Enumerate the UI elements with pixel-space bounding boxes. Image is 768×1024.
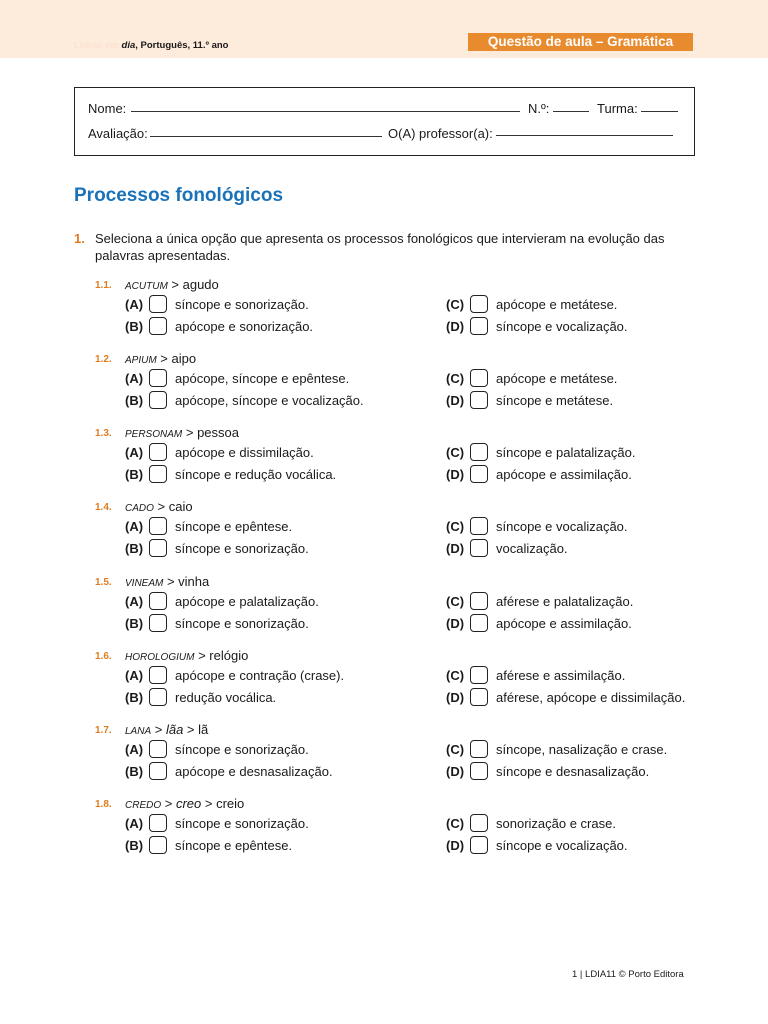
- option-label: (A): [125, 297, 144, 312]
- evolution-arrow: >: [161, 796, 176, 811]
- option-checkbox[interactable]: [149, 740, 167, 758]
- option-checkbox[interactable]: [470, 391, 488, 409]
- latin-word: CREDO: [125, 800, 162, 811]
- avaliacao-field[interactable]: [150, 136, 382, 137]
- modern-word: agudo: [182, 277, 219, 292]
- option-text: apócope e metátese.: [496, 371, 618, 386]
- question-item: [0, 724, 768, 792]
- modern-word: creio: [216, 796, 245, 811]
- option-label: (D): [446, 467, 465, 482]
- turma-field[interactable]: [641, 111, 678, 112]
- option-label: (A): [125, 594, 144, 609]
- brand-rest: , Português, 11.º ano: [135, 40, 229, 51]
- question-item: [0, 501, 768, 569]
- item-number: 1.1.: [95, 280, 112, 291]
- word-evolution: [125, 425, 239, 440]
- word-evolution: [125, 648, 248, 663]
- modern-word: relógio: [209, 648, 249, 663]
- option-label: (B): [125, 764, 144, 779]
- page-title: Processos fonológicos: [74, 185, 284, 206]
- option-checkbox[interactable]: [470, 688, 488, 706]
- modern-word: lã: [198, 722, 209, 737]
- option-text: vocalização.: [496, 541, 568, 556]
- latin-word: ACUTUM: [125, 281, 168, 292]
- option-checkbox[interactable]: [149, 614, 167, 632]
- option-label: (C): [446, 742, 465, 757]
- option-checkbox[interactable]: [149, 391, 167, 409]
- latin-word: VINEAM: [125, 578, 164, 589]
- question-number: 1.: [74, 231, 85, 246]
- option-text: apócope e desnasalização.: [175, 764, 333, 779]
- option-label: (C): [446, 371, 465, 386]
- option-text: síncope e sonorização.: [175, 541, 309, 556]
- evolution-arrow: >: [151, 722, 166, 737]
- option-text: apócope, síncope e epêntese.: [175, 371, 350, 386]
- option-checkbox[interactable]: [149, 465, 167, 483]
- option-text: apócope, síncope e vocalização.: [175, 393, 364, 408]
- numero-label: N.º:: [528, 101, 550, 116]
- option-checkbox[interactable]: [470, 614, 488, 632]
- option-text: apócope e sonorização.: [175, 319, 314, 334]
- option-label: (A): [125, 668, 144, 683]
- item-number: 1.7.: [95, 725, 112, 736]
- option-text: redução vocálica.: [175, 690, 277, 705]
- option-label: (D): [446, 393, 465, 408]
- nome-label: Nome:: [88, 101, 127, 116]
- option-checkbox[interactable]: [470, 666, 488, 684]
- modern-word: caio: [168, 499, 193, 514]
- option-label: (C): [446, 594, 465, 609]
- option-label: (D): [446, 838, 465, 853]
- option-checkbox[interactable]: [470, 369, 488, 387]
- option-label: (B): [125, 393, 144, 408]
- option-checkbox[interactable]: [470, 517, 488, 535]
- modern-word: aipo: [171, 351, 197, 366]
- latin-word: APIUM: [125, 355, 157, 366]
- option-label: (A): [125, 816, 144, 831]
- professor-label: O(A) professor(a):: [388, 126, 493, 141]
- word-evolution: [125, 499, 193, 514]
- option-label: (B): [125, 690, 144, 705]
- option-checkbox[interactable]: [149, 295, 167, 313]
- option-text: apócope e dissimilação.: [175, 445, 314, 460]
- evolution-arrow: >: [194, 648, 210, 663]
- evolution-arrow: >: [163, 574, 179, 589]
- option-text: síncope e sonorização.: [175, 616, 309, 631]
- option-text: síncope e metátese.: [496, 393, 614, 408]
- option-checkbox[interactable]: [149, 443, 167, 461]
- numero-field[interactable]: [553, 111, 589, 112]
- professor-field[interactable]: [496, 135, 673, 136]
- option-text: sonorização e crase.: [496, 816, 616, 831]
- item-number: 1.3.: [95, 428, 112, 439]
- option-checkbox[interactable]: [470, 295, 488, 313]
- option-text: síncope e sonorização.: [175, 816, 309, 831]
- item-number: 1.2.: [95, 354, 112, 365]
- option-checkbox[interactable]: [470, 814, 488, 832]
- option-label: (A): [125, 371, 144, 386]
- brand-line: [74, 40, 228, 51]
- option-text: síncope e vocalização.: [496, 838, 628, 853]
- option-checkbox[interactable]: [470, 465, 488, 483]
- option-checkbox[interactable]: [470, 317, 488, 335]
- evolution-arrow: >: [201, 796, 217, 811]
- word-evolution: [125, 351, 196, 366]
- intermediate-word: creo: [175, 796, 202, 811]
- brand-dia: dia: [121, 40, 136, 51]
- option-text: apócope e assimilação.: [496, 616, 632, 631]
- option-label: (B): [125, 616, 144, 631]
- option-text: apócope e metátese.: [496, 297, 618, 312]
- option-text: síncope e sonorização.: [175, 742, 309, 757]
- page-footer: 1 | LDIA11 © Porto Editora: [572, 969, 684, 980]
- modern-word: pessoa: [197, 425, 239, 440]
- option-label: (D): [446, 541, 465, 556]
- option-text: apócope e contração (crase).: [175, 668, 345, 683]
- option-text: apócope e palatalização.: [175, 594, 319, 609]
- option-checkbox[interactable]: [470, 836, 488, 854]
- option-text: síncope e sonorização.: [175, 297, 309, 312]
- option-label: (A): [125, 445, 144, 460]
- option-label: (B): [125, 467, 144, 482]
- word-evolution: [125, 574, 209, 589]
- latin-word: HOROLOGIUM: [125, 652, 195, 663]
- question-item: [0, 353, 768, 421]
- option-label: (C): [446, 816, 465, 831]
- word-evolution: [125, 277, 219, 292]
- option-label: (C): [446, 668, 465, 683]
- evolution-arrow: >: [167, 277, 183, 292]
- option-checkbox[interactable]: [470, 443, 488, 461]
- avaliacao-label: Avaliação:: [88, 126, 148, 141]
- option-label: (B): [125, 838, 144, 853]
- modern-word: vinha: [178, 574, 210, 589]
- option-checkbox[interactable]: [149, 666, 167, 684]
- nome-field[interactable]: [131, 111, 520, 112]
- option-label: (A): [125, 742, 144, 757]
- option-checkbox[interactable]: [149, 517, 167, 535]
- evolution-arrow: >: [183, 722, 199, 737]
- option-label: (D): [446, 319, 465, 334]
- option-label: (D): [446, 616, 465, 631]
- option-checkbox[interactable]: [149, 317, 167, 335]
- evolution-arrow: >: [153, 499, 169, 514]
- option-text: aférese, apócope e dissimilação.: [496, 690, 686, 705]
- option-text: síncope e redução vocálica.: [175, 467, 337, 482]
- option-checkbox[interactable]: [470, 740, 488, 758]
- option-checkbox[interactable]: [149, 836, 167, 854]
- item-number: 1.4.: [95, 502, 112, 513]
- question-item: [0, 798, 768, 866]
- question-item: [0, 427, 768, 495]
- option-label: (C): [446, 519, 465, 534]
- option-checkbox[interactable]: [149, 814, 167, 832]
- option-text: síncope e desnasalização.: [496, 764, 650, 779]
- option-text: síncope e palatalização.: [496, 445, 636, 460]
- option-text: síncope e vocalização.: [496, 319, 628, 334]
- student-info-box: [74, 87, 695, 156]
- option-checkbox[interactable]: [470, 592, 488, 610]
- option-label: (D): [446, 764, 465, 779]
- question-item: [0, 576, 768, 644]
- option-checkbox[interactable]: [149, 369, 167, 387]
- option-label: (A): [125, 519, 144, 534]
- option-label: (C): [446, 297, 465, 312]
- option-text: síncope e epêntese.: [175, 838, 293, 853]
- latin-word: PERSONAM: [125, 429, 183, 440]
- item-number: 1.6.: [95, 651, 112, 662]
- section-tag: Questão de aula – Gramática: [468, 33, 693, 51]
- question-text: Seleciona a única opção que apresenta os processos fonológicos que intervieram na evolução das palavras apresentadas.: [95, 231, 665, 263]
- option-label: (B): [125, 319, 144, 334]
- latin-word: LANA: [125, 726, 152, 737]
- latin-word: CADO: [125, 503, 154, 514]
- option-checkbox[interactable]: [149, 688, 167, 706]
- evolution-arrow: >: [182, 425, 198, 440]
- option-checkbox[interactable]: [149, 762, 167, 780]
- option-checkbox[interactable]: [149, 539, 167, 557]
- item-number: 1.5.: [95, 577, 112, 588]
- intermediate-word: lãa: [165, 722, 184, 737]
- option-label: (D): [446, 690, 465, 705]
- option-checkbox[interactable]: [470, 539, 488, 557]
- question-item: [0, 650, 768, 718]
- word-evolution: [125, 796, 244, 811]
- item-number: 1.8.: [95, 799, 112, 810]
- evolution-arrow: >: [156, 351, 172, 366]
- option-label: (B): [125, 541, 144, 556]
- option-label: (C): [446, 445, 465, 460]
- option-text: apócope e assimilação.: [496, 467, 632, 482]
- option-text: aférese e assimilação.: [496, 668, 626, 683]
- word-evolution: [125, 722, 208, 737]
- question-item: [0, 279, 768, 347]
- option-checkbox[interactable]: [470, 762, 488, 780]
- option-text: aférese e palatalização.: [496, 594, 634, 609]
- option-text: síncope, nasalização e crase.: [496, 742, 668, 757]
- turma-label: Turma:: [597, 101, 638, 116]
- option-checkbox[interactable]: [149, 592, 167, 610]
- option-text: síncope e epêntese.: [175, 519, 293, 534]
- brand-ghost: Letras em: [74, 40, 122, 51]
- option-text: síncope e vocalização.: [496, 519, 628, 534]
